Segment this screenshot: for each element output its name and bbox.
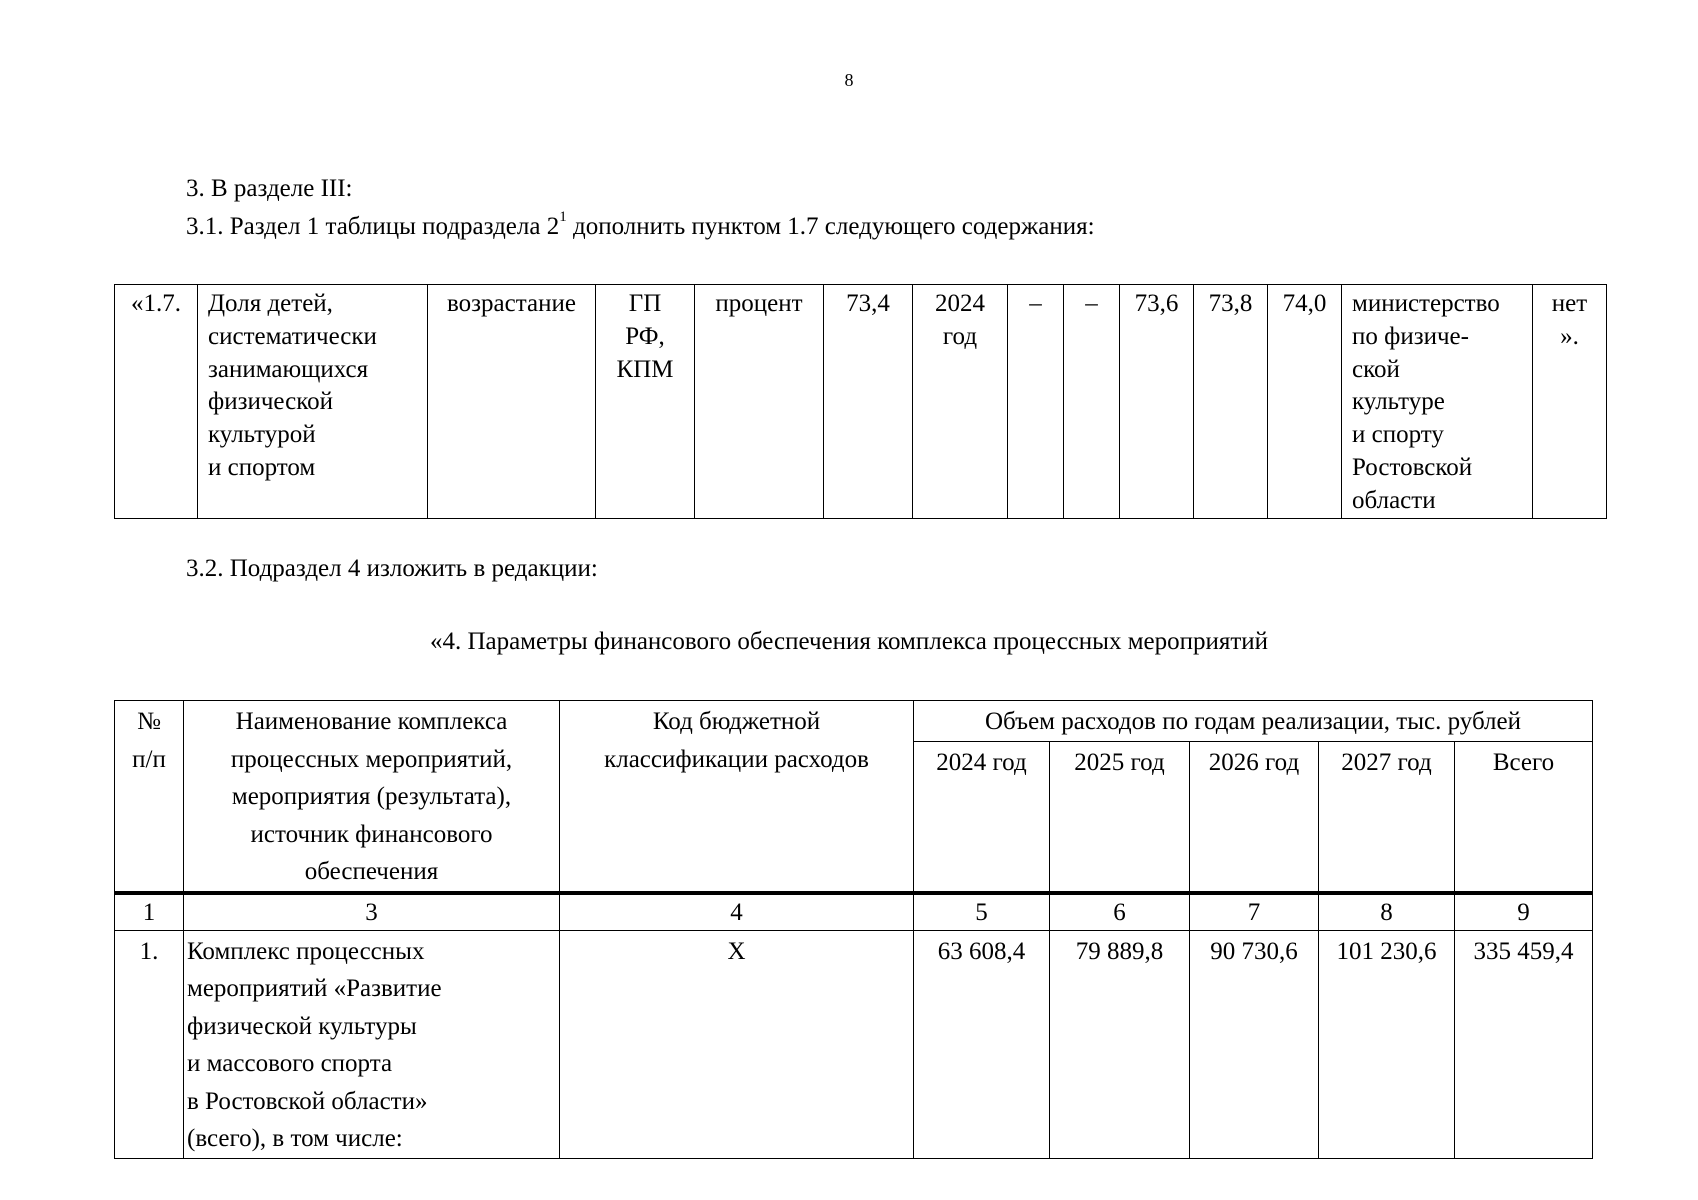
cell-line: в Ростовской области» <box>187 1087 428 1115</box>
cell-line: министерство <box>1352 290 1500 317</box>
indicator-level-cell <box>596 285 695 519</box>
cell-line: РФ, <box>625 322 665 350</box>
cell-line: физической культуры <box>187 1012 417 1040</box>
indicator-flag-cell <box>1533 285 1607 519</box>
indicator-responsible-cell <box>1342 285 1533 519</box>
column-number: 8 <box>1319 893 1455 931</box>
cell-line: КПМ <box>616 355 674 383</box>
cell-line: классификации расходов <box>604 745 869 773</box>
cell-line: культуре <box>1352 388 1445 416</box>
cell-line: – <box>1085 290 1098 317</box>
cell-line: 2024 <box>935 290 985 317</box>
header-year: 2025 год <box>1050 741 1190 893</box>
cell-line: ГП <box>628 290 662 317</box>
section-heading: «4. Параметры финансового обеспечения комплекса процессных мероприятий <box>429 628 1269 655</box>
cell-line: 73,6 <box>1134 290 1179 317</box>
cell-line: культурой <box>208 421 316 449</box>
header-budget-code <box>560 701 914 893</box>
indicator-number-cell <box>115 285 198 519</box>
paragraph-3-1-before: 3.1. Раздел 1 таблицы подраздела 2 <box>186 213 560 240</box>
cell-line: ской <box>1352 355 1400 383</box>
row-value: 90 730,6 <box>1190 930 1319 1158</box>
indicator-row <box>115 285 1607 519</box>
cell-line: ». <box>1560 322 1579 350</box>
column-number: 4 <box>560 893 914 931</box>
financing-table <box>114 700 1593 1159</box>
cell-line: и спорту <box>1352 421 1444 449</box>
cell-line: «1.7. <box>131 290 181 317</box>
cell-line: (всего), в том числе: <box>187 1125 403 1152</box>
page-number: 8 <box>844 70 854 90</box>
cell-line: год <box>942 322 978 350</box>
cell-line: занимающихся <box>208 355 369 383</box>
row-budget-code: Х <box>560 930 914 1158</box>
indicator-value-cell <box>1008 285 1064 519</box>
row-value: 101 230,6 <box>1319 930 1455 1158</box>
column-number-row <box>115 893 1593 931</box>
cell-line: процент <box>715 290 803 317</box>
cell-line: Ростовской <box>1352 453 1473 481</box>
cell-line: Наименование комплекса <box>235 708 508 735</box>
cell-line: и массового спорта <box>187 1050 393 1077</box>
column-number: 5 <box>914 893 1050 931</box>
indicator-unit-cell <box>695 285 824 519</box>
cell-line: источник финансового <box>250 820 493 848</box>
cell-line: Комплекс процессных <box>187 937 425 965</box>
column-number: 6 <box>1050 893 1190 931</box>
indicator-base-value-cell <box>824 285 913 519</box>
cell-line: области <box>1352 486 1436 514</box>
cell-line: 73,4 <box>846 290 890 317</box>
cell-line: п/п <box>132 745 166 773</box>
row-value: 63 608,4 <box>914 930 1050 1158</box>
header-name <box>184 701 560 893</box>
indicator-value-cell <box>1120 285 1194 519</box>
paragraph-3-1-after: дополнить пунктом 1.7 следующего содержания: <box>566 213 1095 240</box>
cell-line: 73,8 <box>1208 290 1253 317</box>
header-year: 2027 год <box>1319 741 1455 893</box>
cell-line: Код бюджетной <box>652 708 821 735</box>
column-number: 7 <box>1190 893 1319 931</box>
row-value: 79 889,8 <box>1050 930 1190 1158</box>
cell-line: мероприятия (результата), <box>231 783 512 810</box>
indicator-value-cell <box>1064 285 1120 519</box>
header-number <box>115 701 184 893</box>
table-header-row <box>115 701 1593 742</box>
column-number: 9 <box>1455 893 1593 931</box>
row-total: 335 459,4 <box>1455 930 1593 1158</box>
indicator-table <box>114 284 1607 519</box>
cell-line: № <box>137 708 161 735</box>
cell-line: Доля детей, <box>208 290 333 317</box>
indicator-name-cell <box>198 285 428 519</box>
column-number: 1 <box>115 893 184 931</box>
indicator-trend-cell <box>428 285 596 519</box>
indicator-base-year-cell <box>913 285 1008 519</box>
paragraph-3-1 <box>186 209 1095 241</box>
cell-line: нет <box>1551 290 1588 317</box>
header-year: 2026 год <box>1190 741 1319 893</box>
header-year: 2024 год <box>914 741 1050 893</box>
row-number: 1. <box>115 930 184 1158</box>
cell-line: возрастание <box>447 290 576 317</box>
cell-line: систематически <box>208 322 377 350</box>
column-number: 3 <box>184 893 560 931</box>
cell-line: процессных мероприятий, <box>230 745 513 773</box>
row-name <box>184 930 560 1158</box>
cell-line: 74,0 <box>1282 290 1327 317</box>
table-row <box>115 930 1593 1158</box>
header-expense-volume: Объем расходов по годам реализации, тыс. рублей <box>914 701 1593 742</box>
indicator-value-cell <box>1194 285 1268 519</box>
cell-line: и спортом <box>208 453 316 481</box>
section-intro: 3. В разделе III: <box>186 175 353 202</box>
cell-line: – <box>1029 290 1042 317</box>
paragraph-3-2: 3.2. Подраздел 4 изложить в редакции: <box>186 555 598 582</box>
cell-line: обеспечения <box>304 858 439 885</box>
header-total: Всего <box>1455 741 1593 893</box>
cell-line: физической <box>208 388 333 416</box>
cell-line: мероприятий «Развитие <box>187 975 442 1002</box>
indicator-value-cell <box>1268 285 1342 519</box>
paragraph-3-1-superscript: 1 <box>559 209 567 225</box>
cell-line: по физиче- <box>1352 322 1469 350</box>
